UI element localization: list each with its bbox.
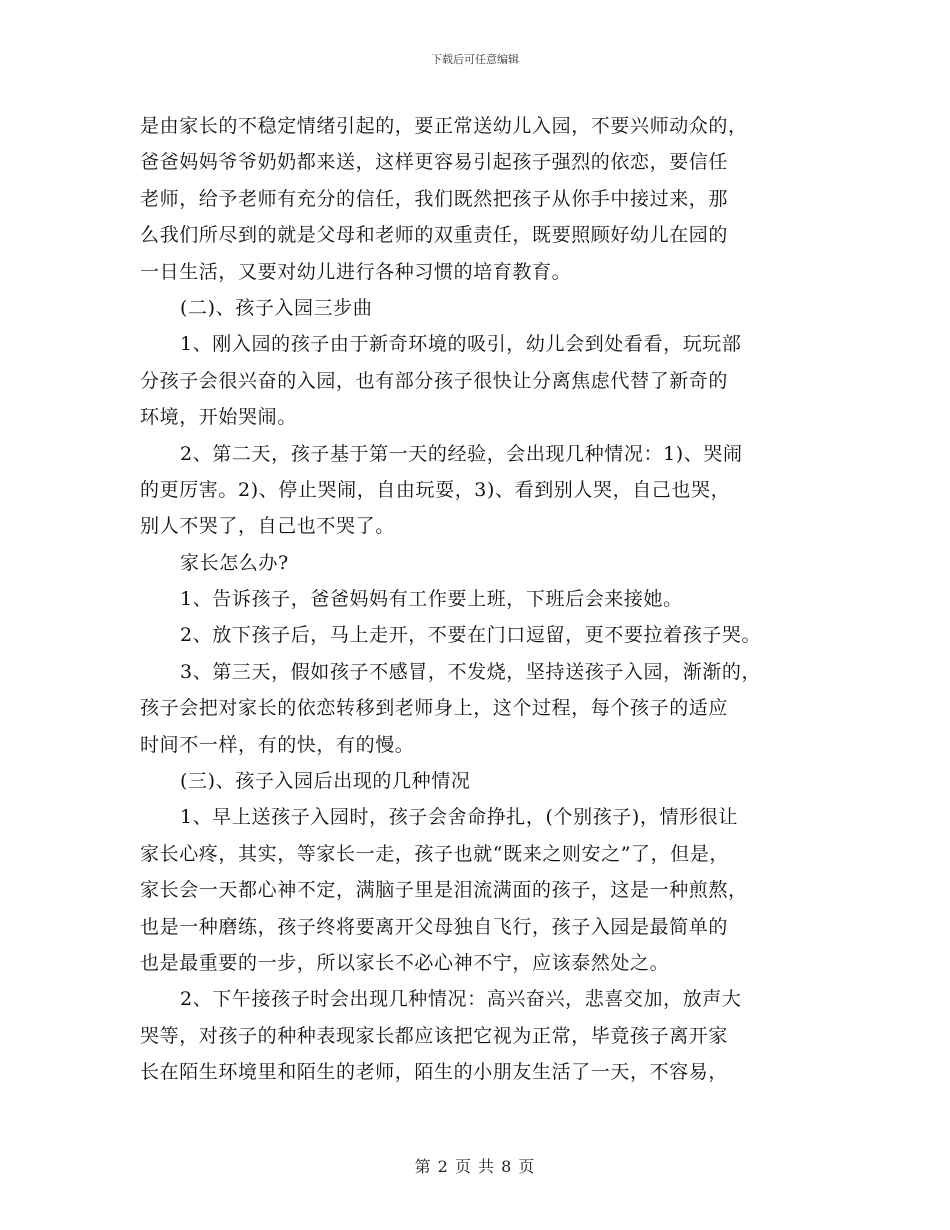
- page-header: 下载后可任意编辑: [431, 53, 519, 66]
- text-line: 1、早上送孩子入园时，孩子会舍命挣扎，(个别孩子)，情形很让: [180, 806, 738, 829]
- text-line: 时间不一样，有的快，有的慢。: [140, 733, 415, 756]
- text-line: 也是最重要的一步，所以家长不必心神不宁，应该泰然处之。: [140, 951, 670, 974]
- text-line: 的更厉害。2)、停止哭闹，自由玩耍，3)、看到别人哭，自己也哭，: [140, 478, 731, 501]
- text-line: 家长心疼，其实，等家长一走，孩子也就“既来之则安之”了，但是，: [140, 842, 730, 865]
- text-line: 1、刚入园的孩子由于新奇环境的吸引，幼儿会到处看看，玩玩部: [180, 333, 742, 356]
- text-line: 3、第三天，假如孩子不感冒，不发烧，坚持送孩子入园，渐渐的，: [180, 660, 762, 683]
- text-line: 别人不哭了，自己也不哭了。: [140, 515, 395, 538]
- text-line: 2、第二天，孩子基于第一天的经验，会出现几种情况：1)、哭闹: [180, 442, 743, 465]
- text-line: (二)、孩子入园三步曲: [180, 296, 373, 319]
- text-line: 长在陌生环境里和陌生的老师，陌生的小朋友生活了一天，不容易，: [140, 1061, 729, 1084]
- text-line: 哭等，对孩子的种种表现家长都应该把它视为正常，毕竟孩子离开家: [140, 1024, 729, 1047]
- text-line: 也是一种磨练，孩子终将要离开父母独自飞行，孩子入园是最简单的: [140, 915, 729, 938]
- text-line: (三)、孩子入园后出现的几种情况: [180, 770, 471, 793]
- text-line: 分孩子会很兴奋的入园，也有部分孩子很快让分离焦虑代替了新奇的: [140, 369, 729, 392]
- text-line: 是由家长的不稳定情绪引起的，要正常送幼儿入园，不要兴师动众的，: [140, 115, 748, 137]
- text-line: 一日生活，又要对幼儿进行各种习惯的培育教育。: [140, 260, 572, 283]
- text-line: 孩子会把对家长的依恋转移到老师身上，这个过程，每个孩子的适应: [140, 697, 729, 720]
- text-line: 家长怎么办?: [180, 551, 289, 574]
- text-line: 么我们所尽到的就是父母和老师的双重责任，既要照顾好幼儿在园的: [140, 224, 729, 247]
- text-line: 1、告诉孩子，爸爸妈妈有工作要上班，下班后会来接她。: [180, 588, 683, 611]
- text-line: 爸爸妈妈爷爷奶奶都来送，这样更容易引起孩子强烈的依恋，要信任: [140, 151, 729, 174]
- document-body: [140, 108, 830, 1091]
- text-line: 环境，开始哭闹。: [140, 406, 297, 429]
- page-footer: 第 2 页 共 8 页: [414, 1157, 536, 1176]
- text-line: 2、下午接孩子时会出现几种情况：高兴奋兴，悲喜交加，放声大: [180, 988, 742, 1011]
- text-line: 2、放下孩子后，马上走开，不要在门口逗留，更不要拉着孩子哭。: [180, 624, 762, 647]
- text-line: 家长会一天都心神不定，满脑子里是泪流满面的孩子，这是一种煎熬，: [140, 879, 748, 902]
- text-line: 老师，给予老师有充分的信任，我们既然把孩子从你手中接过来，那: [140, 187, 729, 210]
